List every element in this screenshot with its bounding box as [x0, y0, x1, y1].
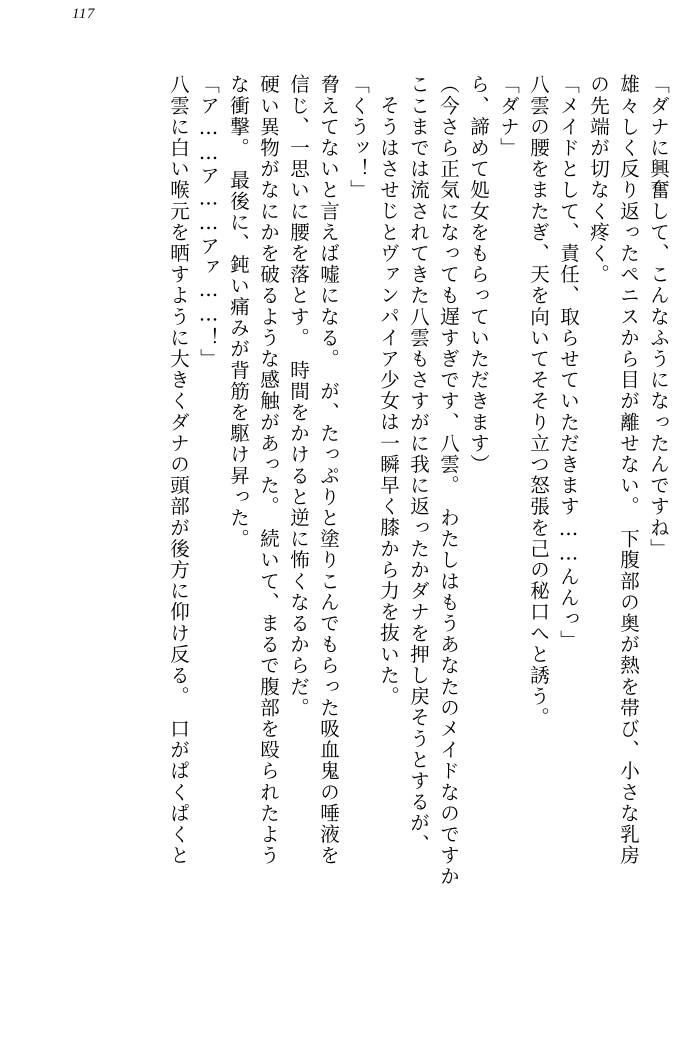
text-column: な衝撃。 最後に、鈍い痛みが背筋を駆け昇った。	[227, 74, 250, 550]
text-column: 「くうッ！」	[347, 74, 370, 201]
text-column: （今さら正気になっても遅すぎです、八雲。 わたしはもうあなたのメイドなのですか	[437, 74, 460, 888]
text-column: 「ダナ」	[497, 74, 520, 159]
text-column: 雄々しく反り返ったペニスから目が離せない。 下腹部の奥が熱を帯び、小さな乳房	[617, 74, 640, 867]
text-column: 八雲に白い喉元を晒すように大きくダナの頭部が後方に仰け反る。 口がぱくぱくと	[167, 74, 190, 867]
text-column: 「ダナに興奮して、こんなふうになったんですね」	[647, 74, 670, 560]
text-column: ここまでは流されてきた八雲もさすがに我に返ったかダナを押し戻そうとするが、	[407, 74, 430, 855]
text-column: 信じ、一思いに腰を落とす。 時間をかけると逆に怖くなるからだ。	[287, 74, 310, 719]
vertical-text-body	[36, 74, 668, 1026]
text-column: 硬い異物がなにかを破るような感触があった。 続いて、まるで腹部を殴られたよう	[257, 74, 280, 867]
text-column: そうはさせじとヴァンパイア少女は一瞬早く膝から力を抜いた。	[377, 95, 400, 707]
text-column: 「ア……ア……アァ……！」	[197, 74, 220, 370]
page-number: 117	[72, 6, 95, 22]
text-column: 脅えてないと言えば嘘になる。 が、たっぷりと塗りこんでもらった吸血鬼の唾液を	[317, 74, 340, 867]
text-column: ら、諦めて処女をもらっていただきます）	[467, 74, 490, 475]
text-column: 「メイドとして、責任、取らせていただきます……んんっ」	[557, 74, 580, 651]
text-column: の先端が切なく疼く。	[587, 74, 610, 285]
text-column: 八雲の腰をまたぎ、天を向いてそそり立つ怒張を己の秘口へと誘う。	[527, 74, 550, 729]
